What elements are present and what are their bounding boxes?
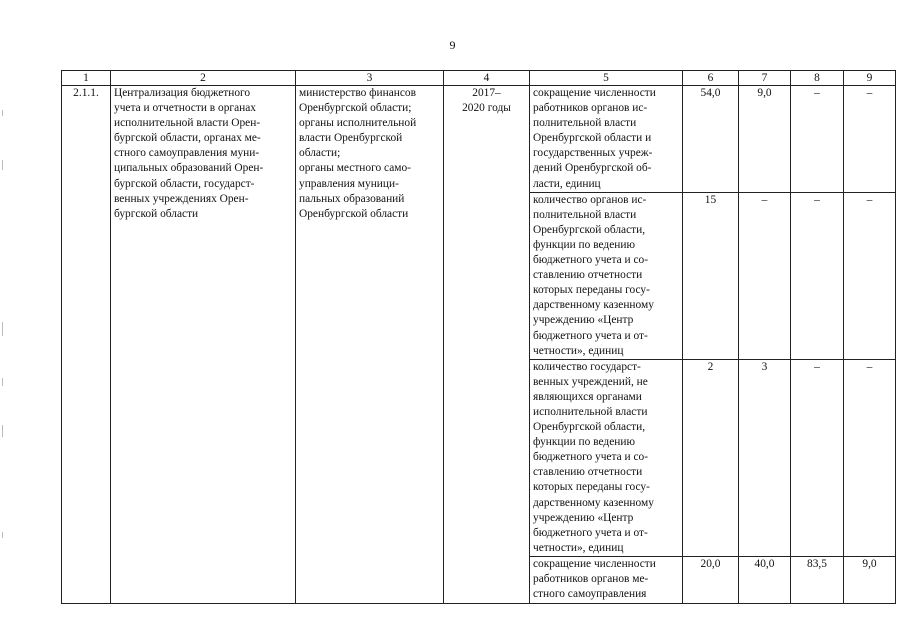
scan-edge-mark [2, 378, 3, 386]
indicator-value-col9: 9,0 [844, 556, 896, 603]
indicator-value-col6: 15 [683, 192, 739, 359]
measure-executor: министерство финансов Оренбургской области; органы исполнительной власти Оренбургской области; органы местного само- управления муници- пальных образований Оренбургской области [296, 86, 444, 604]
indicator-value-col8: – [791, 192, 844, 359]
indicator-value-col7: 3 [739, 359, 791, 556]
measure-name: Централизация бюджетного учета и отчетности в органах исполнительной власти Орен- бургской области, органах ме- стного самоуправления муни- ципальных образований Орен- бургской области, государст- венных учреждениях Орен- бургской области [111, 86, 296, 604]
column-header: 3 [296, 71, 444, 86]
measure-code: 2.1.1. [62, 86, 111, 604]
scan-edge-mark [2, 425, 3, 437]
indicator-text: сокращение численности работников органов ме- стного самоуправления [530, 556, 683, 603]
indicator-value-col9: – [844, 86, 896, 193]
indicator-value-col6: 54,0 [683, 86, 739, 193]
program-measures-table [61, 70, 896, 604]
indicator-value-col8: – [791, 359, 844, 556]
indicator-value-col6: 20,0 [683, 556, 739, 603]
indicator-text: количество органов ис- полнительной власти Оренбургской области, функции по ведению бюджетного учета и со- ставлению отчетности которых переданы госу- дарственному казенному учреждению «Центр бюджетного учета и от- четности», единиц [530, 192, 683, 359]
indicator-value-col6: 2 [683, 359, 739, 556]
column-header: 1 [62, 71, 111, 86]
indicator-text: сокращение численности работников органов ис- полнительной власти Оренбургской области и государственных учреж- дений Оренбургской об- ласти, единиц [530, 86, 683, 193]
indicator-value-col7: 9,0 [739, 86, 791, 193]
column-header: 8 [791, 71, 844, 86]
indicator-value-col7: 40,0 [739, 556, 791, 603]
scan-edge-mark [2, 160, 3, 170]
column-header: 2 [111, 71, 296, 86]
indicator-value-col8: 83,5 [791, 556, 844, 603]
column-header: 6 [683, 71, 739, 86]
table-row [62, 86, 896, 193]
column-header: 7 [739, 71, 791, 86]
column-number-header-row [62, 71, 896, 86]
indicator-value-col8: – [791, 86, 844, 193]
indicator-value-col9: – [844, 192, 896, 359]
column-header: 5 [530, 71, 683, 86]
page-number: 9 [449, 38, 456, 52]
indicator-value-col7: – [739, 192, 791, 359]
indicator-value-col9: – [844, 359, 896, 556]
scan-edge-mark [2, 532, 3, 538]
column-header: 9 [844, 71, 896, 86]
scan-edge-mark [2, 322, 3, 336]
column-header: 4 [444, 71, 530, 86]
indicator-text: количество государст- венных учреждений, не являющихся органами исполнительной власти Оренбургской области, функции по ведению бюджетного учета и со- ставлению отчетности которых переданы госу- дарственному казенному учреждению «Центр бюджетного учета и от- четности», единиц [530, 359, 683, 556]
scan-edge-mark [2, 110, 3, 116]
measure-period: 2017– 2020 годы [444, 86, 530, 604]
